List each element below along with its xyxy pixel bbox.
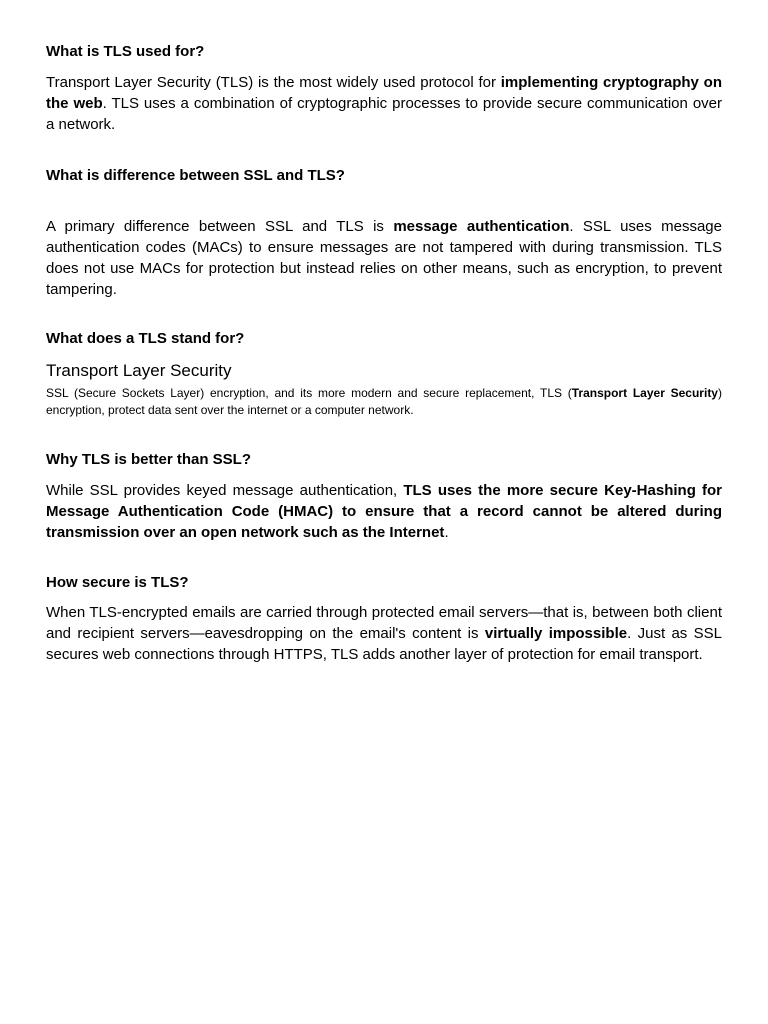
heading-tls-better-than-ssl [46,449,722,470]
text-run: . SSL uses message authentication codes (MACs) to ensure messages are not tampered with during transmission. TLS does not use MACs for protection but instead relies on other means, such as encryption, to prevent tampering. [46,218,722,298]
text-run: SSL (Secure Sockets Layer) encryption, and its more modern and secure replacement, TLS ( [46,386,572,400]
heading-ssl-tls-difference [46,165,722,186]
paragraph-tls-better-than-ssl [46,480,722,543]
section-heading: How secure is TLS? [46,574,189,591]
text-run: While SSL provides keyed message authentication, [46,482,404,499]
paragraph-how-secure-is-tls [46,602,722,665]
text-run: A primary difference between SSL and TLS is [46,218,394,235]
section-heading: What is TLS used for? [46,43,205,60]
paragraph-tls-used-for [46,72,722,135]
answer-transport-layer-security [46,359,722,382]
bold-text-run: implementing cryptography on the web [46,74,722,112]
paragraph-tls-stand-for [46,385,722,419]
text-run: When TLS-encrypted emails are carried through protected email servers—that is, between both client and recipient servers—eavesdropping on the email's content is [46,604,722,642]
text-run: . TLS uses a combination of cryptographic processes to provide secure communication over a network. [46,95,722,133]
bold-text-run: virtually impossible [484,625,628,642]
bold-text-run: message authentication [393,218,570,235]
heading-tls-stand-for [46,328,722,349]
answer-text: Transport Layer Security [46,361,232,380]
heading-tls-used-for [46,41,722,62]
bold-text-run: Transport Layer Security [571,386,718,400]
section-heading: What is difference between SSL and TLS? [46,167,345,184]
text-run: ) encryption, protect data sent over the internet or a computer network. [46,386,722,417]
bold-text-run: TLS uses the more secure Key-Hashing for Message Authentication Code (HMAC) to ensure that a record cannot be altered during transmission over an open network such as the Internet [46,482,722,541]
heading-how-secure-is-tls [46,572,722,593]
section-heading: Why TLS is better than SSL? [46,451,252,468]
text-run: . Just as SSL secures web connections through HTTPS, TLS adds another layer of protection for email transport. [46,625,723,663]
section-heading: What does a TLS stand for? [46,330,245,347]
text-run: . [444,524,449,541]
paragraph-ssl-tls-difference [46,216,722,300]
text-run: Transport Layer Security (TLS) is the most widely used protocol for [46,74,501,91]
